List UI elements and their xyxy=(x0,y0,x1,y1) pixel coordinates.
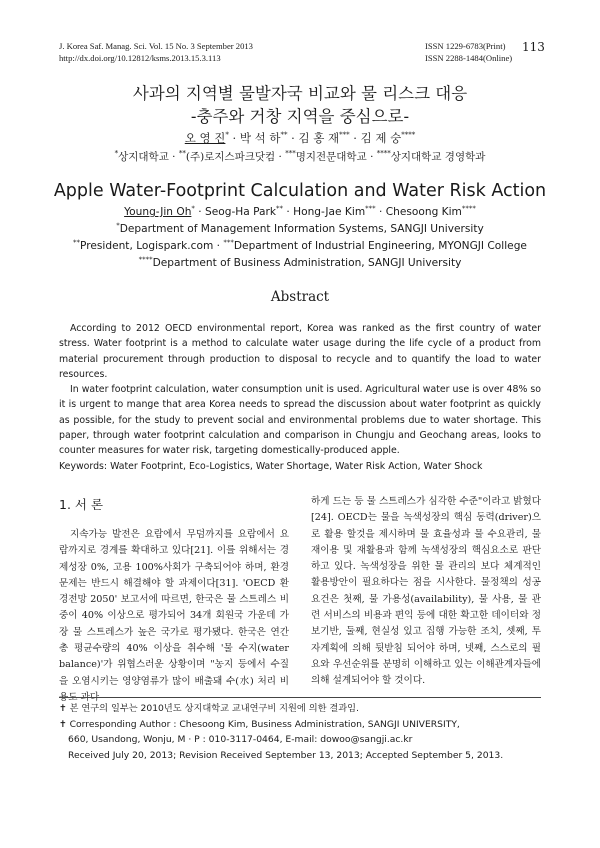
issn-online: ISSN 2288-1484(Online) xyxy=(425,52,513,63)
page-number: 113 xyxy=(522,40,545,54)
footnotes xyxy=(59,701,549,763)
korean-author-mark: * xyxy=(225,131,229,140)
english-affiliation-3: ****Department of Business Administration, SANGJI University xyxy=(138,255,462,269)
english-author-3: Hong-Jae Kim xyxy=(293,206,366,218)
funding-note: ✝ 본 연구의 일부는 2010년도 상지대학교 교내연구비 지원에 의한 결과임. xyxy=(59,703,359,714)
separator: · xyxy=(349,131,361,145)
issn-block xyxy=(425,41,512,64)
english-author-mark: *** xyxy=(365,204,376,213)
korean-author-mark: ** xyxy=(280,131,288,140)
separator: · xyxy=(168,151,179,163)
korean-affiliations xyxy=(0,149,600,164)
corresponding-author: ✝ Corresponding Author : Chesoong Kim, Business Administration, SANGJI UNIVERSITY, xyxy=(59,718,460,730)
korean-author-mark: **** xyxy=(401,131,416,140)
journal-info: J. Korea Saf. Manag. Sci. Vol. 15 No. 3 September 2013 xyxy=(59,41,253,51)
footnote-divider xyxy=(59,697,541,698)
english-author-mark: **** xyxy=(461,204,476,213)
korean-affiliation-1: 상지대학교 xyxy=(118,151,169,163)
received-dates: Received July 20, 2013; Revision Received September 13, 2013; Accepted September 5, 2013. xyxy=(68,749,504,761)
separator: · xyxy=(366,151,377,163)
korean-author-1: 오 영 진 xyxy=(184,131,226,145)
english-author-4: Chesoong Kim xyxy=(385,206,462,218)
english-affiliation-2: **President, Logispark.com · ***Department of Industrial Engineering, MYONGJI College xyxy=(73,238,527,252)
intro-paragraph-left: 지속가능 발전은 요람에서 무덤까지를 요람에서 요람까지로 경계를 확대하고 있다[21]. 이를 위해서는 경제성장 0%, 고용 100%사회가 구축되어야 하며, 환경문제는 반드시 해결해야 할 과제이다[31]. 'OECD 환경전망 2050' 보고서에 따르면, 한국은 물 스트레스 비중이 40% 이상으로 평가되어 34개 회원국 가운데 가장 물 스트레스가 높은 국가로 평가됐다. 한국은 연간 총 평균수량의 40% 이상을 취수해 '물 수지(water balance)'가 위협스러운 상황이며 "농지 등에서 수질을 오염시키는 영양염류가 많이 배출돼 수(水) 처리 비 xyxy=(59,529,289,687)
corresponding-address: 660, Usandong, Wonju, M · P : 010-3117-0464, E-mail: dowoo@sangji.ac.kr xyxy=(68,734,413,746)
english-author-2: Seog-Ha Park xyxy=(205,206,277,218)
left-column-text xyxy=(59,527,289,706)
abstract-paragraph-2: In water footprint calculation, water consumption unit is used. Agricultural water use is over 48% so it is urgent to mange that area Korea needs to spread the discussion about water footprint as quickly as possible, for the study to prevent social and environmental problems due to water shortage. This paper, through water footprint calculation and comparison in Chungju and Geochang areas, looks to counter measures for water risk, targeting domestically-produced apple. xyxy=(59,384,541,457)
korean-author-3: 김 홍 재 xyxy=(298,131,340,145)
separator: · xyxy=(228,131,240,145)
korean-author-mark: *** xyxy=(339,131,350,140)
right-column-text xyxy=(311,494,541,690)
english-author-mark: ** xyxy=(276,204,284,213)
korean-author-2: 박 석 하 xyxy=(239,131,281,145)
korean-subtitle: -충주와 거창 지역을 중심으로- xyxy=(190,107,410,126)
abstract-body xyxy=(59,321,541,474)
english-author-mark: * xyxy=(191,204,195,213)
separator: · xyxy=(375,206,386,218)
separator: · xyxy=(194,206,206,218)
korean-author-4: 김 제 숭 xyxy=(360,131,402,145)
english-title: Apple Water-Footprint Calculation and Water Risk Action xyxy=(53,181,547,201)
intro-paragraph-right: 하게 드는 등 물 스트레스가 심각한 수준"이라고 밝혔다[24]. OECD는 물을 녹색성장의 핵심 동력(driver)으로 활용 할것을 제시하며 물 효율성과 물 수요관리, 물 재이용 및 재활용과 함께 녹색성장의 핵심요소로 판단하고 있다. 녹색성장을 위한 물 관리의 보다 체계적인 활용방안이 필요하다는 점을 시사한다. 물정책의 성공요건은 첫째, 물 가용성(availability), 물 사용, 물 관련 서비스의 비용과 편익 등에 대한 확고한 데이터와 정보기반, 둘째, 현실성 있고 집행 가능한 조치, 셋째, 투자계획에 의해 뒷받침 되어야 하며, 넷째, 스스로의 필요와 우선순위를 분명히 이해하고 있는 이해관계자들에 의해 설계되어야 할 것이다. xyxy=(311,496,541,687)
journal-citation xyxy=(59,41,253,64)
separator: · xyxy=(287,131,299,145)
abstract-paragraph-1: According to 2012 OECD environmental report, Korea was ranked as the first country of water stress. Water footprint is a method to calculate water usage during the life cycle of a product from material procurement through production to disposal to recycle and to quantify the load to water resources. xyxy=(59,323,541,380)
separator: · xyxy=(275,151,286,163)
korean-affiliation-4: 상지대학교 경영학과 xyxy=(390,151,486,163)
korean-affiliation-mark: ** xyxy=(178,149,186,158)
english-author-1: Young-Jin Oh xyxy=(124,206,192,218)
korean-title: 사과의 지역별 물발자국 비교와 물 리스크 대응 xyxy=(132,84,468,103)
abstract-heading: Abstract xyxy=(270,289,330,305)
english-affiliation-1: *Department of Management Information Systems, SANGJI University xyxy=(116,221,484,235)
separator: · xyxy=(283,206,294,218)
korean-authors xyxy=(0,130,600,146)
korean-affiliation-mark: * xyxy=(114,149,119,158)
english-authors xyxy=(0,206,600,218)
korean-affiliation-3: 명지전문대학교 xyxy=(295,151,367,163)
korean-affiliation-mark: **** xyxy=(376,149,391,158)
section-heading: 1. 서 론 xyxy=(59,497,104,512)
korean-affiliation-2: (주)로지스파크닷컴 xyxy=(185,151,276,163)
issn-print: ISSN 1229-6783(Print) xyxy=(425,41,506,51)
keywords: Keywords: Water Footprint, Eco-Logistics, Water Shortage, Water Risk Action, Water Shock xyxy=(59,460,483,472)
doi-link[interactable]: http://dx.doi.org/10.12812/ksms.2013.15.3.113 xyxy=(59,52,221,63)
korean-affiliation-mark: *** xyxy=(285,149,296,158)
